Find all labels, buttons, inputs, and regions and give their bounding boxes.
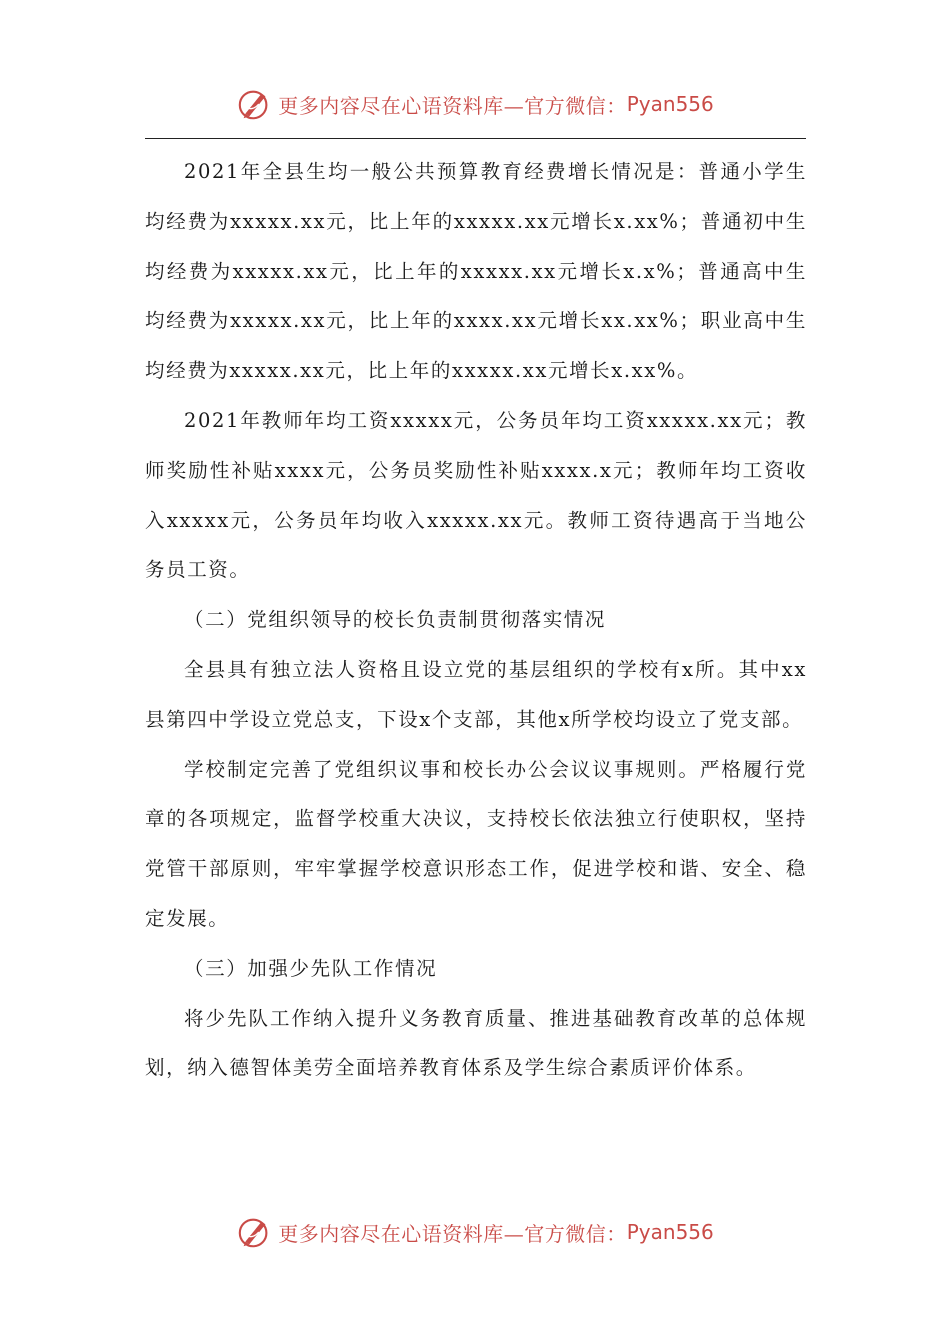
pen-logo-icon	[236, 85, 274, 123]
paragraph-rules: 学校制定完善了党组织议事和校长办公会议议事规则。严格履行党章的各项规定，监督学校重大决议，支持校长依法独立行使职权，坚持党管干部原则，牢牢掌握学校意识形态工作，促进学校和谐、安全、稳定发展。	[145, 757, 807, 930]
header-watermark	[0, 82, 950, 126]
document-body	[145, 147, 807, 1093]
watermark-text: 更多内容尽在心语资料库—官方微信：	[278, 93, 627, 118]
paragraph-funding: 2021年全县生均一般公共预算教育经费增长情况是：普通小学生均经费为xxxxx.xx元，比上年的xxxxx.xx元增长x.xx%；普通初中生均经费为xxxxx.xx元，比上年的xxxxx.xx元增长x.x%；普通高中生均经费为xxxxx.xx元，比上年的xxxx.xx元增长xx.xx%；职业高中生均经费为xxxxx.xx元，比上年的xxxxx.xx元增长x.xx%。	[145, 160, 807, 383]
paragraph-party-organizations: 全县具有独立法人资格且设立党的基层组织的学校有x所。其中xx县第四中学设立党总支，下设x个支部，其他x所学校均设立了党支部。	[145, 657, 807, 731]
watermark-handle: Pyan556	[626, 92, 714, 116]
footer-watermark	[0, 1210, 950, 1254]
pen-logo-icon	[236, 1213, 274, 1251]
watermark-handle: Pyan556	[626, 1220, 714, 1244]
watermark-text: 更多内容尽在心语资料库—官方微信：	[278, 1221, 627, 1246]
paragraph-young-pioneers: 将少先队工作纳入提升义务教育质量、推进基础教育改革的总体规划，纳入德智体美劳全面培养教育体系及学生综合素质评价体系。	[145, 1006, 807, 1080]
header-divider	[145, 138, 806, 139]
paragraph-salary: 2021年教师年均工资xxxxx元，公务员年均工资xxxxx.xx元；教师奖励性补贴xxxx元，公务员奖励性补贴xxxx.x元；教师年均工资收入xxxxx元，公务员年均收入xxxxx.xx元。教师工资待遇高于当地公务员工资。	[145, 408, 807, 582]
section-heading-party-leadership: （二）党组织领导的校长负责制贯彻落实情况	[184, 608, 607, 632]
section-heading-young-pioneers: （三）加强少先队工作情况	[184, 956, 438, 980]
